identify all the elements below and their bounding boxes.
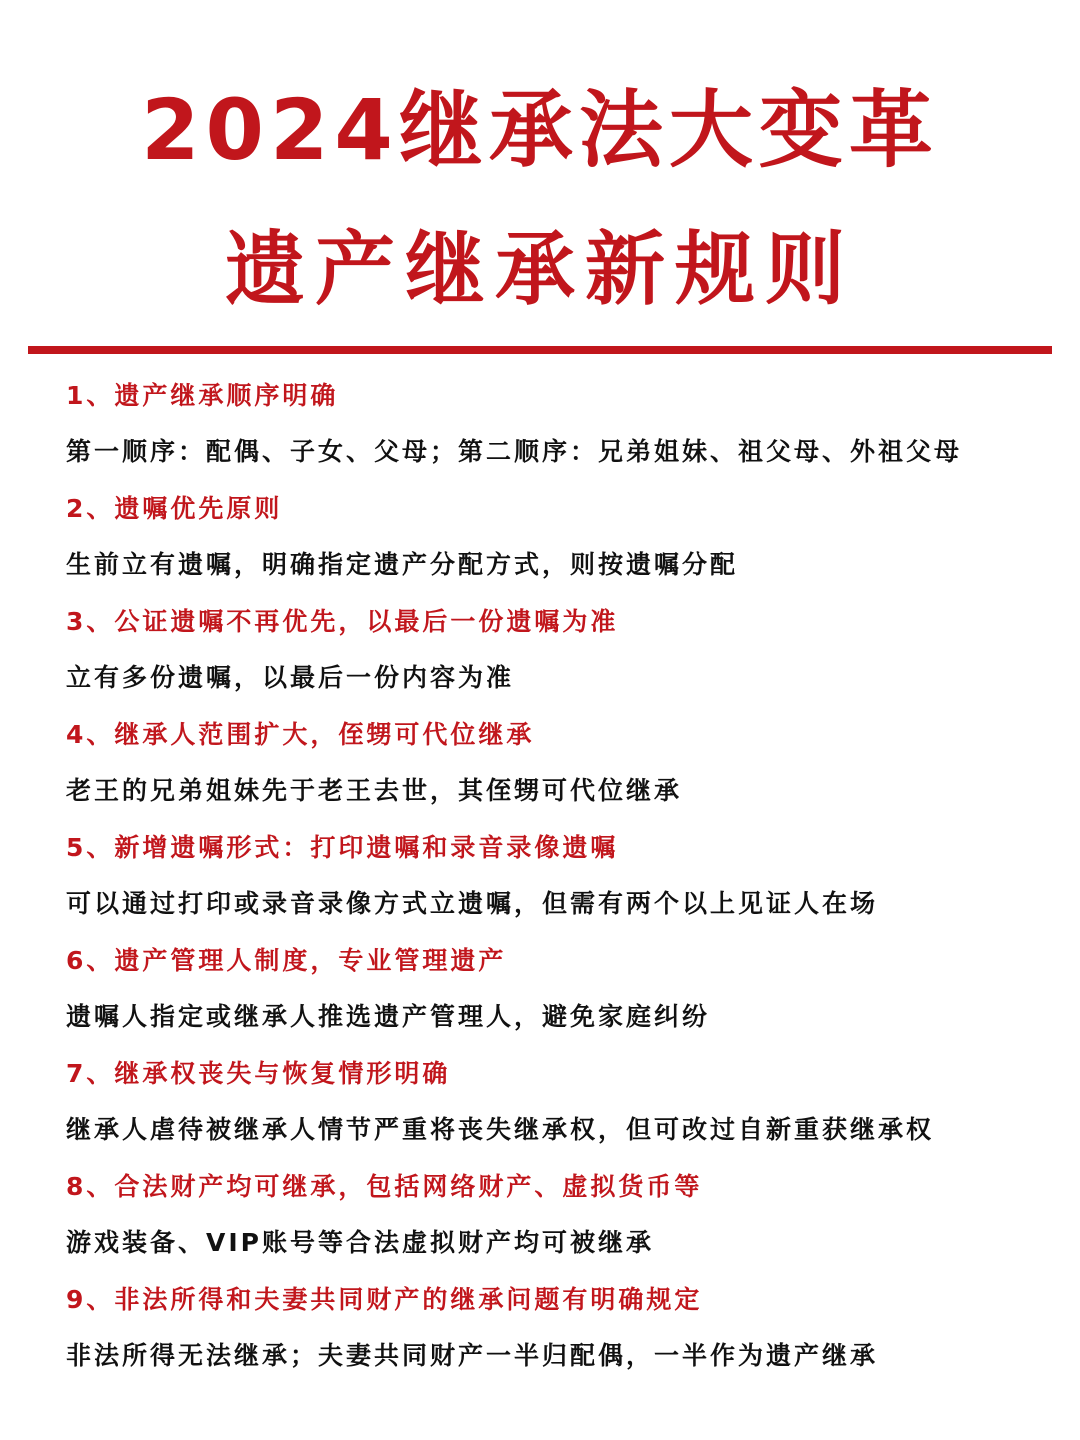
item-1-heading: 1、遗产继承顺序明确 [66, 381, 339, 410]
item-1-body: 第一顺序：配偶、子女、父母；第二顺序：兄弟姐妹、祖父母、外祖父母 [66, 437, 963, 466]
item-8-body: 游戏装备、VIP账号等合法虚拟财产均可被继承 [66, 1228, 654, 1257]
item-6-body: 遗嘱人指定或继承人推选遗产管理人，避免家庭纠纷 [66, 1002, 711, 1031]
page-subtitle: 遗产继承新规则 [225, 223, 855, 316]
item-8-heading: 8、合法财产均可继承，包括网络财产、虚拟货币等 [66, 1172, 703, 1201]
page-title: 2024继承法大变革 [141, 81, 939, 179]
item-4-body: 老王的兄弟姐妹先于老王去世，其侄甥可代位继承 [66, 776, 683, 805]
item-7-heading: 7、继承权丧失与恢复情形明确 [66, 1059, 451, 1088]
item-5-body: 可以通过打印或录音录像方式立遗嘱，但需有两个以上见证人在场 [66, 889, 879, 918]
item-4-heading: 4、继承人范围扩大，侄甥可代位继承 [66, 720, 535, 749]
item-9-body: 非法所得无法继承；夫妻共同财产一半归配偶，一半作为遗产继承 [66, 1341, 879, 1370]
item-7-body: 继承人虐待被继承人情节严重将丧失继承权，但可改过自新重获继承权 [66, 1115, 935, 1144]
item-3-heading: 3、公证遗嘱不再优先，以最后一份遗嘱为准 [66, 607, 619, 636]
item-6-heading: 6、遗产管理人制度，专业管理遗产 [66, 946, 507, 975]
item-2-heading: 2、遗嘱优先原则 [66, 494, 283, 523]
item-9-heading: 9、非法所得和夫妻共同财产的继承问题有明确规定 [66, 1285, 703, 1314]
item-2-body: 生前立有遗嘱，明确指定遗产分配方式，则按遗嘱分配 [66, 550, 739, 579]
item-3-body: 立有多份遗嘱，以最后一份内容为准 [66, 663, 515, 692]
item-5-heading: 5、新增遗嘱形式：打印遗嘱和录音录像遗嘱 [66, 833, 619, 862]
